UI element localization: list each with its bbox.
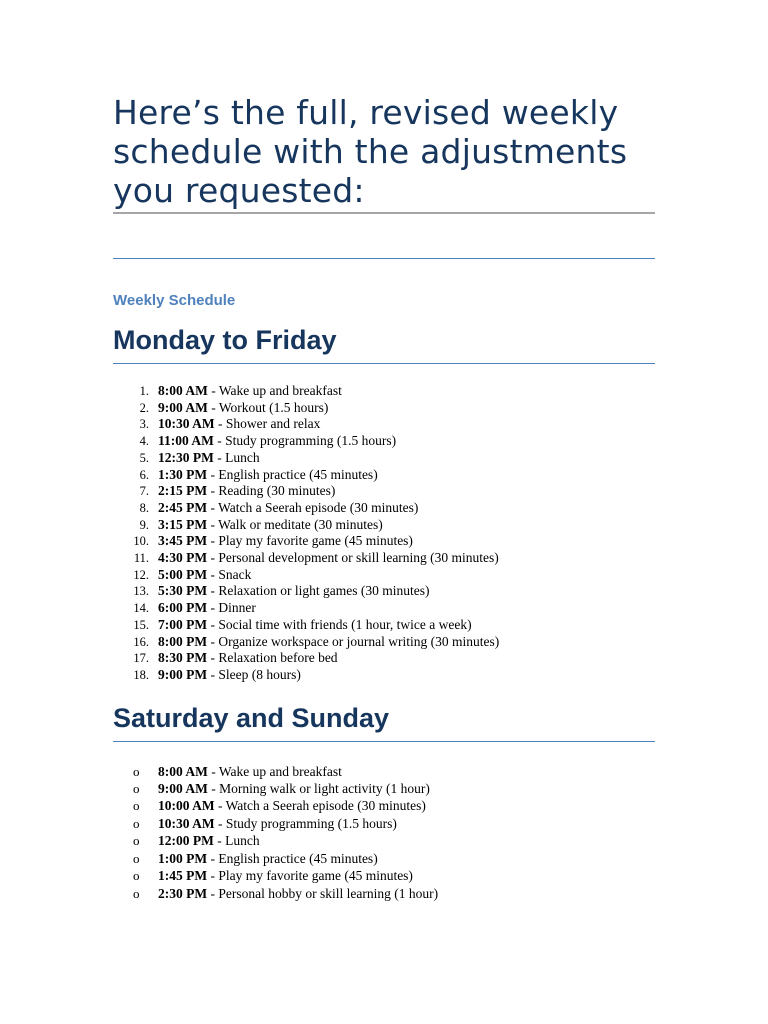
empty-heading-rule [113, 258, 655, 259]
schedule-item [113, 483, 655, 500]
item-activity: - Morning walk or light activity (1 hour) [207, 781, 430, 797]
item-number: 12. [133, 567, 149, 582]
item-number: 17. [133, 651, 149, 666]
item-time: 9:00 PM [158, 666, 208, 682]
bullet-marker: o [133, 833, 140, 849]
title-underline [113, 212, 655, 214]
schedule-item [113, 400, 655, 417]
schedule-item [113, 650, 655, 667]
item-number: 16. [133, 634, 149, 649]
item-time: 2:15 PM [158, 483, 208, 499]
schedule-item [113, 383, 655, 400]
item-activity: - Wake up and breakfast [207, 763, 342, 779]
bullet-marker: o [133, 868, 140, 884]
schedule-item [113, 832, 655, 849]
item-number: 15. [133, 617, 149, 632]
schedule-item [113, 600, 655, 617]
item-number: 10. [133, 534, 149, 549]
schedule-item [113, 416, 655, 433]
item-activity: - Lunch [213, 449, 260, 465]
weekday-heading: Monday to Friday [113, 325, 337, 355]
schedule-item [113, 550, 655, 567]
item-time: 3:45 PM [158, 533, 208, 549]
item-number: 1. [139, 384, 149, 398]
item-time: 12:00 PM [158, 833, 214, 849]
bullet-marker: o [133, 850, 140, 866]
item-time: 2:30 PM [158, 885, 208, 901]
item-activity: - Wake up and breakfast [207, 383, 342, 398]
item-number: 11. [133, 551, 149, 566]
weekday-heading-rule [113, 363, 655, 364]
item-activity: - Workout (1.5 hours) [207, 399, 329, 415]
item-activity: - Personal hobby or skill learning (1 hour) [207, 885, 439, 901]
item-number: 13. [133, 584, 149, 599]
item-time: 11:00 AM [158, 433, 214, 449]
weekend-heading-rule [113, 741, 655, 742]
item-time: 5:00 PM [158, 566, 208, 582]
item-number: 8. [139, 500, 149, 515]
item-number: 2. [139, 400, 149, 415]
item-time: 6:00 PM [158, 600, 208, 616]
item-activity: - Play my favorite game (45 minutes) [207, 868, 413, 884]
schedule-item [113, 815, 655, 832]
weekend-heading: Saturday and Sunday [113, 702, 390, 733]
item-time: 5:30 PM [158, 583, 208, 599]
schedule-item [113, 450, 655, 467]
item-activity: - Play my favorite game (45 minutes) [207, 533, 413, 549]
item-time: 9:00 AM [158, 399, 208, 415]
item-number: 4. [139, 434, 149, 449]
schedule-item [113, 433, 655, 450]
item-activity: - English practice (45 minutes) [207, 466, 378, 482]
item-number: 6. [139, 467, 149, 482]
bullet-marker: o [133, 781, 140, 797]
schedule-item [113, 797, 655, 814]
item-number: 14. [133, 601, 149, 616]
item-time: 10:30 AM [158, 416, 215, 432]
schedule-item [113, 467, 655, 484]
item-activity: - Personal development or skill learning (30 minutes) [207, 550, 499, 566]
item-time: 10:30 AM [158, 815, 215, 831]
item-number: 5. [139, 450, 149, 465]
item-time: 8:00 PM [158, 633, 208, 649]
item-number: 9. [139, 517, 149, 532]
item-activity: - Watch a Seerah episode (30 minutes) [207, 499, 419, 515]
item-activity: - English practice (45 minutes) [207, 850, 378, 866]
item-time: 3:15 PM [158, 516, 208, 532]
item-activity: - Walk or meditate (30 minutes) [207, 516, 383, 532]
item-activity: - Relaxation or light games (30 minutes) [207, 583, 430, 599]
weekday-schedule-list [113, 383, 655, 684]
weekend-schedule-list [113, 763, 655, 902]
item-activity: - Relaxation before bed [207, 650, 338, 666]
item-time: 1:00 PM [158, 850, 208, 866]
item-time: 2:45 PM [158, 499, 208, 515]
subtitle: Weekly Schedule [113, 292, 236, 309]
bullet-marker: o [133, 763, 140, 779]
item-time: 1:30 PM [158, 466, 208, 482]
schedule-item [113, 885, 655, 902]
item-activity: - Watch a Seerah episode (30 minutes) [214, 798, 426, 814]
item-activity: - Shower and relax [214, 416, 321, 432]
item-time: 10:00 AM [158, 798, 215, 814]
schedule-item [113, 500, 655, 517]
schedule-item [113, 780, 655, 797]
item-time: 8:00 AM [158, 763, 208, 779]
item-activity: - Dinner [207, 600, 256, 616]
bullet-marker: o [133, 885, 140, 901]
schedule-item [113, 667, 655, 684]
item-time: 4:30 PM [158, 550, 208, 566]
document-title: Here’s the full, revised weekly schedule with the adjustments you requested: [113, 93, 628, 210]
schedule-item [113, 517, 655, 534]
bullet-marker: o [133, 815, 140, 831]
item-activity: - Study programming (1.5 hours) [214, 815, 397, 831]
item-time: 12:30 PM [158, 449, 214, 465]
schedule-item [113, 567, 655, 584]
item-activity: - Organize workspace or journal writing (30 minutes) [207, 633, 500, 649]
item-activity: - Study programming (1.5 hours) [213, 433, 397, 449]
schedule-item [113, 617, 655, 634]
item-number: 7. [139, 484, 149, 499]
schedule-item [113, 850, 655, 867]
item-time: 1:45 PM [158, 868, 208, 884]
item-activity: - Social time with friends (1 hour, twice a week) [207, 616, 472, 632]
item-time: 8:00 AM [158, 383, 208, 398]
schedule-item [113, 867, 655, 884]
item-activity: - Sleep (8 hours) [207, 666, 301, 682]
item-time: 9:00 AM [158, 781, 208, 797]
item-activity: - Snack [207, 566, 252, 582]
item-time: 7:00 PM [158, 616, 208, 632]
item-time: 8:30 PM [158, 650, 208, 666]
item-activity: - Lunch [213, 833, 260, 849]
schedule-item [113, 634, 655, 651]
schedule-item [113, 533, 655, 550]
schedule-item [113, 583, 655, 600]
bullet-marker: o [133, 798, 140, 814]
item-number: 18. [133, 667, 149, 682]
schedule-item [113, 763, 655, 780]
document-page [113, 0, 655, 902]
item-number: 3. [139, 417, 149, 432]
item-activity: - Reading (30 minutes) [207, 483, 336, 499]
